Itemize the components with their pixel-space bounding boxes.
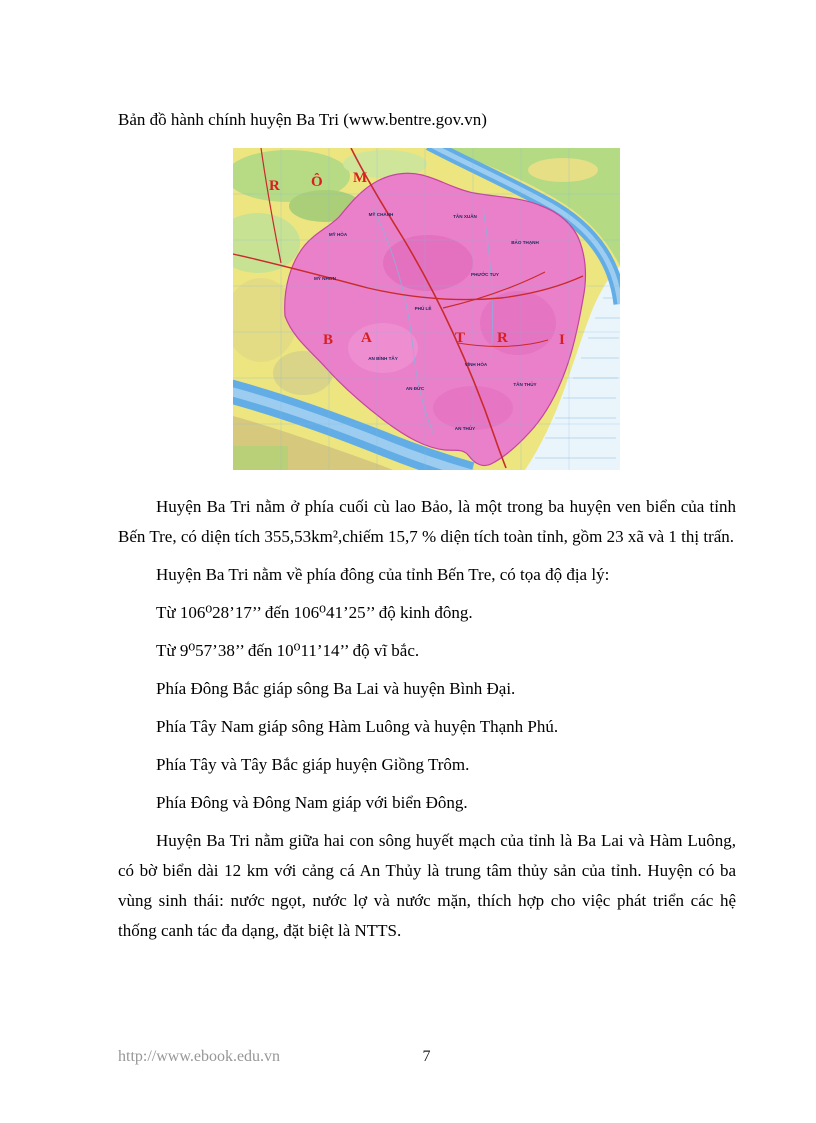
svg-text:MỸ HÒA: MỸ HÒA	[328, 232, 348, 237]
svg-text:PHƯỚC TUY: PHƯỚC TUY	[471, 272, 499, 277]
page-footer	[118, 1048, 735, 1066]
svg-text:VĨNH HÒA: VĨNH HÒA	[464, 362, 488, 367]
map-caption: Bản đồ hành chính huyện Ba Tri (www.bentre.gov.vn)	[118, 110, 487, 129]
svg-text:TÂN THỦY: TÂN THỦY	[513, 382, 537, 387]
paragraph-6: Phía Tây Nam giáp sông Hàm Luông và huyện Thạnh Phú.	[156, 717, 559, 736]
paragraph-4: Từ 9⁰57’38’’ đến 10⁰11’14’’ độ vĩ bắc.	[156, 641, 420, 660]
svg-text:M: M	[353, 170, 368, 186]
paragraph-1: Huyện Ba Tri nằm ở phía cuối cù lao Bảo, là một trong ba huyện ven biển của tỉnh Bến Tre, có diện tích 355,53km²,chiếm 15,7 % diện tích toàn tỉnh, gồm 23 xã và 1 thị trấn.	[118, 497, 736, 546]
svg-text:AN BÌNH TÂY: AN BÌNH TÂY	[368, 356, 398, 361]
paragraph-3: Từ 106⁰28’17’’ đến 106⁰41’25’’ độ kinh đông.	[156, 603, 473, 622]
paragraph-7: Phía Tây và Tây Bắc giáp huyện Giồng Trôm.	[156, 755, 470, 774]
svg-text:TÂN XUÂN: TÂN XUÂN	[453, 214, 477, 219]
svg-text:MỸ CHÁNH: MỸ CHÁNH	[368, 212, 394, 217]
paragraph-2: Huyện Ba Tri nằm về phía đông của tỉnh Bến Tre, có tọa độ địa lý:	[156, 565, 610, 584]
svg-text:R: R	[497, 330, 508, 346]
svg-text:I: I	[559, 332, 565, 348]
land-patch	[528, 158, 598, 182]
svg-text:R: R	[269, 178, 280, 194]
svg-text:Ô: Ô	[311, 174, 323, 190]
land-patch	[233, 446, 288, 470]
page-content	[118, 108, 736, 954]
svg-text:MỸ NHƠN: MỸ NHƠN	[313, 276, 337, 281]
page-number: 7	[422, 1048, 431, 1065]
svg-text:A: A	[361, 330, 372, 346]
svg-text:AN THỦY: AN THỦY	[454, 426, 476, 431]
paragraph-8: Phía Đông và Đông Nam giáp với biển Đông.	[156, 793, 468, 812]
ba-tri-map-svg	[233, 148, 620, 470]
svg-text:BẢO THẠNH: BẢO THẠNH	[511, 240, 539, 245]
svg-text:PHÚ LỄ: PHÚ LỄ	[414, 306, 432, 311]
svg-text:B: B	[323, 332, 334, 348]
svg-text:AN ĐỨC: AN ĐỨC	[405, 386, 425, 391]
svg-text:T: T	[455, 330, 466, 346]
paragraph-5: Phía Đông Bắc giáp sông Ba Lai và huyện Bình Đại.	[156, 679, 516, 698]
footer-url: http://www.ebook.edu.vn	[118, 1048, 281, 1065]
map-image	[233, 148, 620, 470]
paragraph-9: Huyện Ba Tri nằm giữa hai con sông huyết mạch của tỉnh là Ba Lai và Hàm Luông, có bờ biển dài 12 km với cảng cá An Thủy là trung tâm thủy sản của tỉnh. Huyện có ba vùng sinh thái: nước ngọt, nước lợ và nước mặn, thích hợp cho việc phát triển các hệ thống canh tác đa dạng, đặt biệt là NTTS.	[118, 831, 736, 940]
body-text	[118, 492, 736, 946]
